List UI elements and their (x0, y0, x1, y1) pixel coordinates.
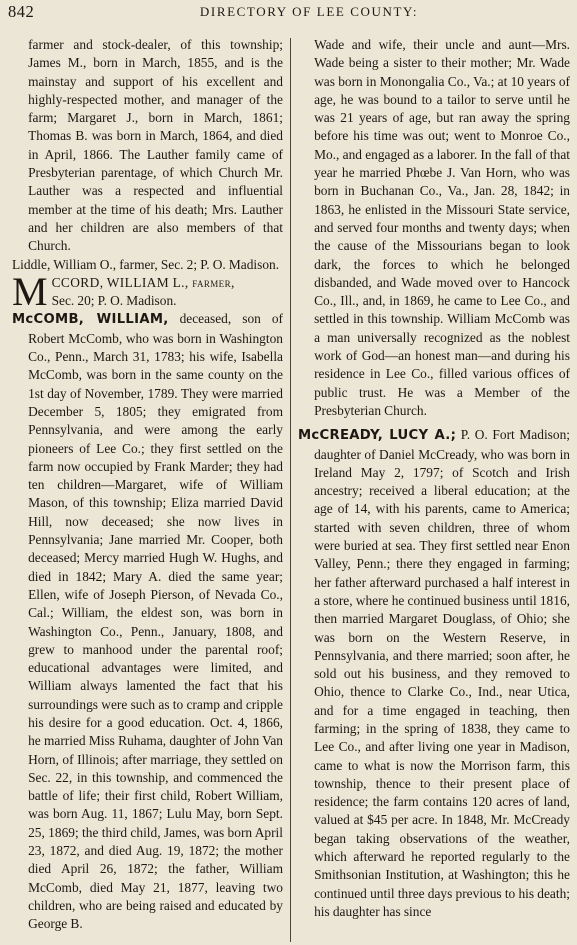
lauther-entry-continuation: farmer and stock-dealer, of this township; James M., born in March, 1855, and is the mainstay and support of his excellent and highly-respected mother, and manager of the farm; Margaret J., born in March, 1861; Thomas B. was born in March, 1864, and died in April, 1866. The Lauther family came of Presbyterian parentage, of which Church Mr. Lauther was a respected and influential member at the time of his death; Mrs. Lauther and her children are also members of that Church. (28, 37, 283, 254)
liddle-entry: Liddle, William O., farmer, Sec. 2; P. O. Madison. (12, 256, 280, 272)
mccready-name: McCREADY, LUCY A.; (298, 428, 457, 444)
mccord-entry (12, 268, 283, 314)
column-divider (290, 38, 291, 942)
right-column (298, 36, 570, 921)
drop-cap: M (12, 268, 48, 314)
mccomb-entry (12, 310, 283, 933)
mccomb-text: deceased, son of Robert McComb, who was born in Washington Co., Penn., March 31, 1783; his wife, Isabella McComb, was born in the same county on the 1st day of November, 1789. They were married December 5, 1805; they emigrated from Pennsylvania, and were among the early pioneers of Lee Co.; they first settled on the farm now occupied by Frank Marder; they had ten children—Margaret, wife of William Mason, of this township; Eliza married David Hill, now deceased; she now lives in Pennsylvania; Jane married Mr. Cooper, both deceased; Mercy married Hugh W. Hughs, and died in 1842; Mary A. died the same year; Ellen, wife of Joseph Pierson, of Nevada Co., Cal.; William, the eldest son, was born in Washington Co., Penn., January, 1808, and grew to manhood under the parental roof; educational advantages were limited, and William always lamented the fact that his surroundings were such as to cramp and cripple his desire for a good education. Oct. 4, 1866, he married Miss Ruhama, daughter of John Van Horn, of Illinois; after marriage, they settled on Sec. 22, in this township, and commenced the battle of life; their first child, Robert William, was born Aug. 11, 1867; Lulu May, born Sept. 25, 1869; the third child, James, was born April 23, 1872, and died Aug. 19, 1872; the mother died April 26, 1872; the father, William McComb, died May 21, 1877, leaving two children, who are being raised and educated by George B. (28, 311, 283, 932)
running-head: DIRECTORY OF LEE COUNTY: (199, 4, 419, 19)
page-header (6, 1, 572, 23)
mccready-text: P. O. Fort Madison; daughter of Daniel McCready, who was born in Ireland May 2, 1797; of Scotch and Irish ancestry; received a liberal education; at the age of 14, with his parents, came to America; started with seven children, three of whom were buried at sea. They first settled near Enon Valley, Penn.; there they engaged in farming; her father afterward purchased a half interest in a store, where he continued business until 1816, then married Margaret Douglass, of Ohio; she was born on the Western Reserve, in Pennsylvania, and there married; soon after, he sold out his business, and they removed to Ohio, thence to Clarke Co., Ind., near Utica, and for a time engaged in teaching, then farming; in the spring of 1838, they came to Lee Co., and after living one year in Madison, came to what is now the Morrison farm, this township, thence to their present place of residence; the farm contains 120 acres of land, valued at $45 per acre. In 1848, Mr. McCready began taking observations of the weather, which afterward he reported regularly to the Smithsonian Institution, at Washington; this he continued until three days previous to his death; his daughter has since (314, 427, 570, 919)
mccomb-entry-continuation: Wade and wife, their uncle and aunt—Mrs. Wade being a sister to their mother; Mr. Wade was born in Monongalia Co., Va.; at 10 years of age, he was bound to a tailor to serve until he was 21 years of age, but ran away the spring before his time was out; went to Monroe Co., Mo., and engaged as a laborer. In the fall of that year he married Phœbe J. Van Horn, who was born in Buchanan Co., Va., Jan. 28, 1842; in 1863, he enlisted in the Missouri State service, and served four months and twenty days; when the cause of the Missourians began to look dark, the forces to which he belonged disbanded, and Wade moved over to Hancock Co., Ill., and, in 1869, he came to Lee Co., and settled in this township. William McComb was a man universally recognized as the noblest work of God—an honest man—and during his residence in Lee Co., filled various offices of public trust. He was a Member of the Presbyterian Church. (314, 37, 570, 418)
page-number: 842 (8, 2, 35, 21)
mccord-entry-line2: Sec. 20; P. O. Madison. (51, 293, 177, 309)
mccready-entry (298, 426, 570, 921)
left-column (12, 36, 283, 934)
mccord-entry-line1: CCORD, WILLIAM L., farmer, (51, 274, 235, 290)
mccomb-name: McCOMB, WILLIAM, (12, 312, 169, 328)
